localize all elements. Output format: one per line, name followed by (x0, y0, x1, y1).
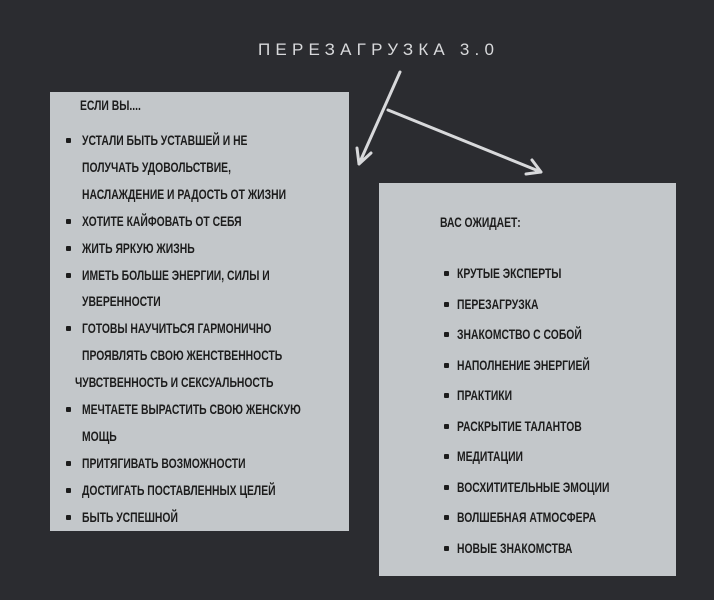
bullet-icon (66, 246, 71, 251)
list-item: ГОТОВЫ НАУЧИТЬСЯ ГАРМОНИЧНО (82, 320, 272, 337)
list-item: НАСЛАЖДЕНИЕ И РАДОСТЬ ОТ ЖИЗНИ (82, 185, 287, 202)
list-item: МЕДИТАЦИИ (457, 448, 523, 464)
bullet-icon (444, 485, 449, 490)
list-item: РАСКРЫТИЕ ТАЛАНТОВ (457, 417, 582, 434)
list-item: ВОСХИТИТЕЛЬНЫЕ ЭМОЦИИ (457, 478, 610, 495)
bullet-icon (66, 138, 71, 143)
list-item: ВОЛШЕБНАЯ АТМОСФЕРА (457, 509, 597, 525)
arrow-left (357, 72, 400, 164)
list-item: ХОТИТЕ КАЙФОВАТЬ ОТ СЕБЯ (82, 212, 242, 229)
bullet-icon (66, 407, 71, 412)
list-item: ПРИТЯГИВАТЬ ВОЗМОЖНОСТИ (82, 454, 246, 471)
bullet-icon (66, 515, 71, 520)
list-item: НАПОЛНЕНИЕ ЭНЕРГИЕЙ (457, 356, 590, 373)
list-item: ПОЛУЧАТЬ УДОВОЛЬСТВИЕ, (82, 158, 231, 175)
list-item: КРУТЫЕ ЭКСПЕРТЫ (457, 265, 562, 281)
bullet-icon (444, 454, 449, 459)
bullet-icon (66, 219, 71, 224)
list-item: ЖИТЬ ЯРКУЮ ЖИЗНЬ (82, 239, 195, 256)
bullet-icon (444, 515, 449, 520)
list-item: БЫТЬ УСПЕШНОЙ (82, 508, 178, 525)
right-heading: ВАС ОЖИДАЕТ: (440, 214, 521, 230)
list-item: ЧУВСТВЕННОСТЬ И СЕКСУАЛЬНОСТЬ (75, 374, 274, 391)
list-item: УСТАЛИ БЫТЬ УСТАВШЕЙ И НЕ (82, 132, 248, 148)
bullet-icon (444, 271, 449, 276)
list-item: ПРАКТИКИ (457, 387, 513, 403)
bullet-icon (444, 393, 449, 398)
bullet-icon (66, 273, 71, 278)
list-item: МЕЧТАЕТЕ ВЫРАСТИТЬ СВОЮ ЖЕНСКУЮ (82, 401, 301, 417)
list-item: МОЩЬ (82, 427, 117, 444)
bullet-icon (444, 424, 449, 429)
list-item: ЗНАКОМСТВО С СОБОЙ (457, 326, 582, 342)
bullet-icon (444, 332, 449, 337)
list-item: ДОСТИГАТЬ ПОСТАВЛЕННЫХ ЦЕЛЕЙ (82, 481, 276, 498)
bullet-icon (66, 326, 71, 331)
arrow-right (388, 110, 541, 174)
bullet-icon (66, 461, 71, 466)
list-item: НОВЫЕ ЗНАКОМСТВА (457, 539, 573, 556)
list-item: УВЕРЕННОСТИ (82, 293, 161, 310)
left-heading: ЕСЛИ ВЫ.... (80, 97, 141, 113)
bullet-icon (444, 363, 449, 368)
page-title: ПЕРЕЗАГРУЗКА 3.0 (258, 40, 500, 59)
bullet-icon (66, 488, 71, 493)
bullet-icon (444, 546, 449, 551)
list-item: ИМЕТЬ БОЛЬШЕ ЭНЕРГИИ, СИЛЫ И (82, 266, 270, 283)
list-item: ПРОЯВЛЯТЬ СВОЮ ЖЕНСТВЕННОСТЬ (82, 347, 283, 364)
list-item: ПЕРЕЗАГРУЗКА (457, 295, 539, 312)
bullet-icon (444, 302, 449, 307)
